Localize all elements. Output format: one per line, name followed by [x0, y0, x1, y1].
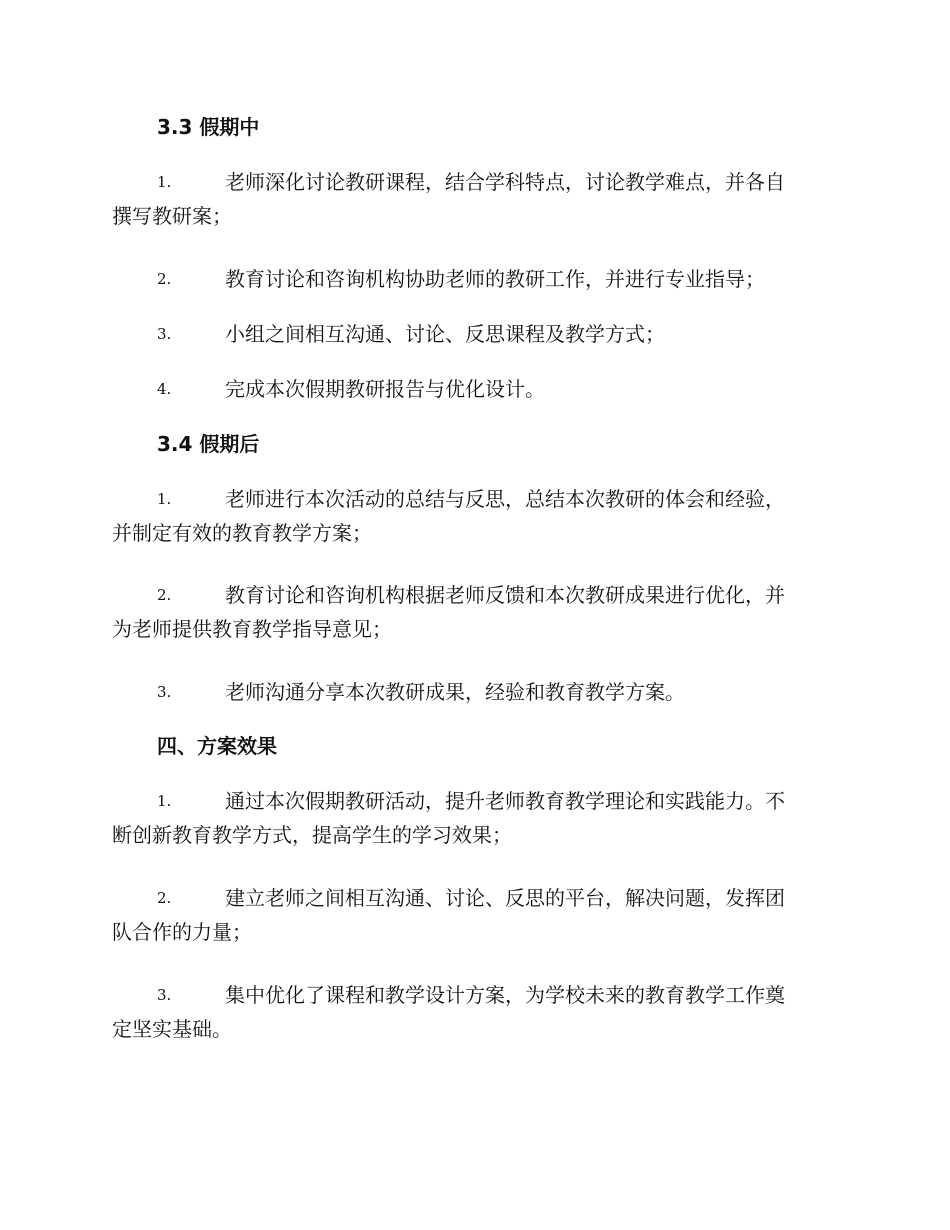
- list-item: [112, 262, 834, 296]
- list-item-line: 为老师提供教育教学指导意见；: [112, 617, 392, 641]
- list-number: 2.: [157, 586, 172, 604]
- list-item: [112, 317, 834, 351]
- list-item: [112, 165, 834, 233]
- list-item-line: 老师深化讨论教研课程，结合学科特点，讨论教学难点，并各自: [225, 170, 785, 194]
- list-item-line: 建立老师之间相互沟通、讨论、反思的平台，解决问题，发挥团: [225, 886, 785, 910]
- list-item-line: 教育讨论和咨询机构根据老师反馈和本次教研成果进行优化，并: [225, 583, 785, 607]
- list-number: 3.: [157, 683, 172, 701]
- list-item: [112, 578, 834, 646]
- list-number: 4.: [157, 380, 172, 398]
- list-item-line: 队合作的力量；: [112, 920, 252, 944]
- list-number: 1.: [157, 490, 172, 508]
- list-item-line: 教育讨论和咨询机构协助老师的教研工作，并进行专业指导；: [225, 267, 765, 291]
- list-item: [112, 482, 834, 550]
- list-item: [112, 978, 834, 1046]
- section-heading-3-3: 3.3 假期中: [157, 115, 260, 139]
- list-number: 1.: [157, 792, 172, 810]
- list-item-line: 通过本次假期教研活动，提升老师教育教学理论和实践能力。不: [225, 789, 785, 813]
- list-item-line: 集中优化了课程和教学设计方案，为学校未来的教育教学工作奠: [225, 983, 785, 1007]
- list-item-line: 完成本次假期教研报告与优化设计。: [225, 377, 545, 401]
- list-item-line: 定坚实基础。: [112, 1017, 232, 1041]
- list-item: [112, 372, 834, 406]
- list-number: 1.: [157, 173, 172, 191]
- list-item: [112, 784, 834, 852]
- list-item: [112, 675, 834, 709]
- list-item: [112, 881, 834, 949]
- list-number: 2.: [157, 270, 172, 288]
- section-heading-4: 四、方案效果: [157, 734, 277, 758]
- list-item-line: 并制定有效的教育教学方案；: [112, 521, 372, 545]
- list-item-line: 老师进行本次活动的总结与反思，总结本次教研的体会和经验，: [225, 487, 785, 511]
- list-number: 3.: [157, 986, 172, 1004]
- list-item-line: 撰写教研案；: [112, 204, 232, 228]
- list-item-line: 断创新教育教学方式，提高学生的学习效果；: [112, 823, 512, 847]
- section-heading-3-4: 3.4 假期后: [157, 432, 260, 456]
- list-number: 2.: [157, 889, 172, 907]
- list-item-line: 老师沟通分享本次教研成果，经验和教育教学方案。: [225, 680, 685, 704]
- list-item-line: 小组之间相互沟通、讨论、反思课程及教学方式；: [225, 322, 665, 346]
- list-number: 3.: [157, 325, 172, 343]
